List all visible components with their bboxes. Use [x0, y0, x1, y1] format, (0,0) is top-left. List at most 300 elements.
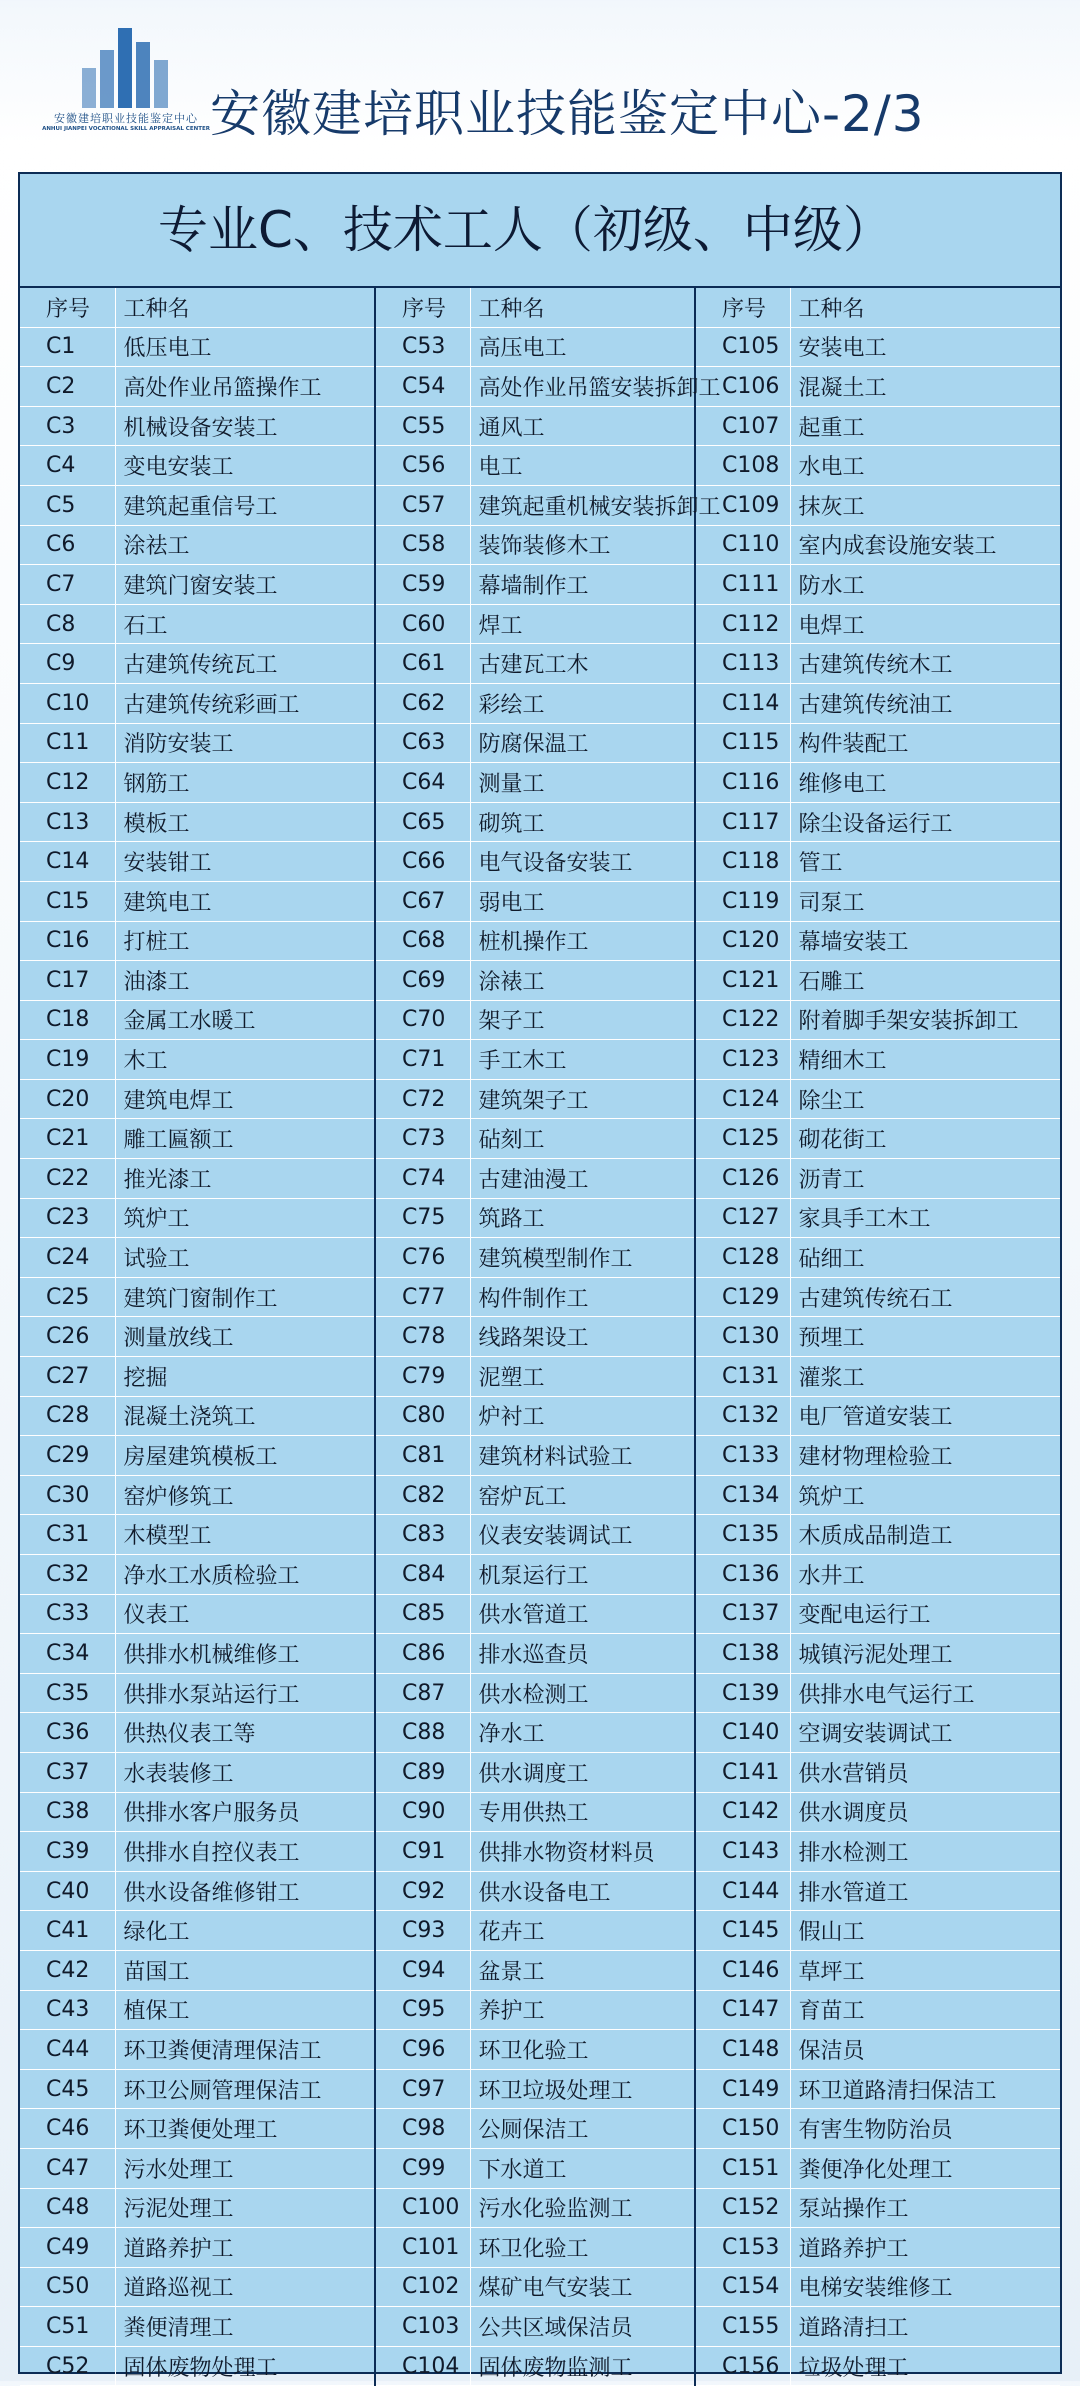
occupation-code: C47: [20, 2148, 115, 2188]
occupation-code: C12: [20, 763, 115, 803]
occupation-name: 安装钳工: [115, 842, 375, 882]
occupation-code: C95: [375, 1990, 470, 2030]
occupation-code: C61: [375, 644, 470, 684]
occupation-code: C135: [695, 1515, 790, 1555]
table-row: [20, 2148, 1060, 2188]
table-row: [20, 961, 1060, 1001]
occupation-name: 供排水机械维修工: [115, 1634, 375, 1674]
occupation-code: C125: [695, 1119, 790, 1159]
occupation-code: C85: [375, 1594, 470, 1634]
occupation-name: 预埋工: [790, 1317, 1060, 1357]
occupation-name: 泥塑工: [470, 1357, 695, 1397]
occupation-code: C126: [695, 1159, 790, 1199]
occupation-name: 净水工水质检验工: [115, 1555, 375, 1595]
occupation-name: 城镇污泥处理工: [790, 1634, 1060, 1674]
occupation-code: C150: [695, 2109, 790, 2149]
occupation-name: 砧细工: [790, 1238, 1060, 1278]
occupation-code: C120: [695, 921, 790, 961]
occupation-name: 防水工: [790, 565, 1060, 605]
occupation-name: 供水设备电工: [470, 1871, 695, 1911]
table-row: [20, 1277, 1060, 1317]
occupation-name: 水井工: [790, 1555, 1060, 1595]
occupation-code: C117: [695, 802, 790, 842]
occupation-code: C18: [20, 1000, 115, 1040]
occupation-code: C13: [20, 802, 115, 842]
table-row: [20, 1357, 1060, 1397]
occupation-name: 草坪工: [790, 1950, 1060, 1990]
occupation-code: C17: [20, 961, 115, 1001]
occupation-code: C124: [695, 1079, 790, 1119]
occupation-code: C137: [695, 1594, 790, 1634]
occupation-code: C154: [695, 2267, 790, 2307]
occupation-name: 装饰装修木工: [470, 525, 695, 565]
occupation-code: C72: [375, 1079, 470, 1119]
occupation-name: 彩绘工: [470, 683, 695, 723]
occupation-name: 安装电工: [790, 327, 1060, 367]
table-row: [20, 565, 1060, 605]
occupation-name: 供排水自控仪表工: [115, 1832, 375, 1872]
occupation-name: 下水道工: [470, 2148, 695, 2188]
table-row: [20, 1792, 1060, 1832]
occupation-name: 变配电运行工: [790, 1594, 1060, 1634]
table-row: [20, 2069, 1060, 2109]
occupation-name: 植保工: [115, 1990, 375, 2030]
occupation-name: 筑路工: [470, 1198, 695, 1238]
occupation-name: 专用供热工: [470, 1792, 695, 1832]
table-row: [20, 2346, 1060, 2386]
panel-subtitle: 专业C、技术工人（初级、中级）: [20, 174, 1060, 288]
occupation-code: C52: [20, 2346, 115, 2386]
occupation-name: 试验工: [115, 1238, 375, 1278]
occupation-code: C77: [375, 1277, 470, 1317]
table-row: [20, 2109, 1060, 2149]
occupation-name: 道路养护工: [115, 2228, 375, 2268]
occupation-code: C128: [695, 1238, 790, 1278]
occupation-name: 木质成品制造工: [790, 1515, 1060, 1555]
occupation-code: C87: [375, 1673, 470, 1713]
occupation-name: 机泵运行工: [470, 1555, 695, 1595]
occupation-name: 钢筋工: [115, 763, 375, 803]
occupation-code: C84: [375, 1555, 470, 1595]
table-row: [20, 1396, 1060, 1436]
occupation-name: 筑炉工: [115, 1198, 375, 1238]
occupation-name: 建筑门窗制作工: [115, 1277, 375, 1317]
occupation-name: 建材物理检验工: [790, 1436, 1060, 1476]
occupation-name: 供水调度员: [790, 1792, 1060, 1832]
occupation-code: C145: [695, 1911, 790, 1951]
occupation-code: C32: [20, 1555, 115, 1595]
occupation-name: 起重工: [790, 406, 1060, 446]
table-row: [20, 1436, 1060, 1476]
occupation-code: C109: [695, 485, 790, 525]
occupation-name: 幕墙制作工: [470, 565, 695, 605]
table-row: [20, 921, 1060, 961]
occupation-code: C115: [695, 723, 790, 763]
table-row: [20, 327, 1060, 367]
occupation-code: C20: [20, 1079, 115, 1119]
table-row: [20, 406, 1060, 446]
occupation-code: C36: [20, 1713, 115, 1753]
occupation-code: C143: [695, 1832, 790, 1872]
occupation-name: 模板工: [115, 802, 375, 842]
occupation-code: C119: [695, 881, 790, 921]
occupation-name: 排水巡查员: [470, 1634, 695, 1674]
occupation-code: C27: [20, 1357, 115, 1397]
occupation-code: C118: [695, 842, 790, 882]
table-row: [20, 1832, 1060, 1872]
occupation-name: 水表装修工: [115, 1752, 375, 1792]
occupation-name: 古建筑传统彩画工: [115, 683, 375, 723]
table-row: [20, 1673, 1060, 1713]
occupation-code: C53: [375, 327, 470, 367]
occupation-name: 窑炉修筑工: [115, 1475, 375, 1515]
occupation-name: 雕工匾额工: [115, 1119, 375, 1159]
occupation-name: 高处作业吊篮操作工: [115, 367, 375, 407]
occupation-code: C63: [375, 723, 470, 763]
occupation-name: 苗国工: [115, 1950, 375, 1990]
occupation-name: 污水化验监测工: [470, 2188, 695, 2228]
occupation-code: C14: [20, 842, 115, 882]
occupation-code: C155: [695, 2307, 790, 2347]
logo-name-en: ANHUI JIANPEI VOCATIONAL SKILL APPRAISAL CENTER: [42, 126, 210, 132]
occupation-code: C24: [20, 1238, 115, 1278]
occupation-name: 盆景工: [470, 1950, 695, 1990]
occupation-code: C106: [695, 367, 790, 407]
table-row: [20, 1911, 1060, 1951]
occupation-name: 维修电工: [790, 763, 1060, 803]
table-row: [20, 1555, 1060, 1595]
occupation-name: 建筑门窗安装工: [115, 565, 375, 605]
occupation-code: C149: [695, 2069, 790, 2109]
table-row: [20, 2267, 1060, 2307]
table-row: [20, 1159, 1060, 1199]
occupation-code: C21: [20, 1119, 115, 1159]
occupation-name: 混凝土工: [790, 367, 1060, 407]
occupation-name: 通风工: [470, 406, 695, 446]
header-no: 序号: [695, 288, 790, 327]
table-row: [20, 1000, 1060, 1040]
occupation-code: C78: [375, 1317, 470, 1357]
occupation-code: C39: [20, 1832, 115, 1872]
occupation-code: C100: [375, 2188, 470, 2228]
table-row: [20, 2307, 1060, 2347]
occupation-code: C34: [20, 1634, 115, 1674]
occupation-code: C68: [375, 921, 470, 961]
occupation-name: 构件制作工: [470, 1277, 695, 1317]
table-row: [20, 1317, 1060, 1357]
occupation-name: 高压电工: [470, 327, 695, 367]
occupation-code: C111: [695, 565, 790, 605]
occupation-code: C76: [375, 1238, 470, 1278]
occupation-name: 粪便净化处理工: [790, 2148, 1060, 2188]
table-row: [20, 1990, 1060, 2030]
table-row: [20, 1871, 1060, 1911]
occupation-name: 供热仪表工等: [115, 1713, 375, 1753]
occupation-code: C37: [20, 1752, 115, 1792]
occupation-code: C131: [695, 1357, 790, 1397]
occupation-code: C70: [375, 1000, 470, 1040]
table-row: [20, 446, 1060, 486]
occupation-code: C121: [695, 961, 790, 1001]
occupation-name: 架子工: [470, 1000, 695, 1040]
occupation-code: C103: [375, 2307, 470, 2347]
occupation-code: C138: [695, 1634, 790, 1674]
occupation-code: C110: [695, 525, 790, 565]
occupation-name: 石雕工: [790, 961, 1060, 1001]
occupation-name: 房屋建筑模板工: [115, 1436, 375, 1476]
occupation-code: C105: [695, 327, 790, 367]
occupation-name: 建筑材料试验工: [470, 1436, 695, 1476]
table-row: [20, 1198, 1060, 1238]
occupation-name: 环卫粪便清理保洁工: [115, 2030, 375, 2070]
occupation-code: C142: [695, 1792, 790, 1832]
occupation-code: C74: [375, 1159, 470, 1199]
occupation-code: C1: [20, 327, 115, 367]
occupation-name: 除尘工: [790, 1079, 1060, 1119]
table-row: [20, 2228, 1060, 2268]
header-name: 工种名: [470, 288, 695, 327]
occupation-code: C144: [695, 1871, 790, 1911]
occupation-name: 手工木工: [470, 1040, 695, 1080]
occupation-name: 供排水物资材料员: [470, 1832, 695, 1872]
table-row: [20, 525, 1060, 565]
occupation-code: C99: [375, 2148, 470, 2188]
occupation-code: C57: [375, 485, 470, 525]
occupation-panel: [18, 172, 1062, 2381]
occupation-name: 线路架设工: [470, 1317, 695, 1357]
occupation-name: 古建筑传统瓦工: [115, 644, 375, 684]
occupation-name: 环卫公厕管理保洁工: [115, 2069, 375, 2109]
occupation-code: C2: [20, 367, 115, 407]
occupation-name: 煤矿电气安装工: [470, 2267, 695, 2307]
occupation-code: C108: [695, 446, 790, 486]
occupation-code: C55: [375, 406, 470, 446]
occupation-name: 环卫道路清扫保洁工: [790, 2069, 1060, 2109]
occupation-code: C91: [375, 1832, 470, 1872]
table-row: [20, 1238, 1060, 1278]
occupation-code: C6: [20, 525, 115, 565]
occupation-code: C73: [375, 1119, 470, 1159]
occupation-code: C26: [20, 1317, 115, 1357]
occupation-code: C8: [20, 604, 115, 644]
occupation-name: 低压电工: [115, 327, 375, 367]
header-no: 序号: [375, 288, 470, 327]
occupation-name: 建筑架子工: [470, 1079, 695, 1119]
occupation-name: 桩机操作工: [470, 921, 695, 961]
occupation-name: 除尘设备运行工: [790, 802, 1060, 842]
occupation-code: C43: [20, 1990, 115, 2030]
occupation-name: 幕墙安装工: [790, 921, 1060, 961]
occupation-name: 打桩工: [115, 921, 375, 961]
occupation-code: C22: [20, 1159, 115, 1199]
table-header-row: [20, 288, 1060, 327]
occupation-code: C10: [20, 683, 115, 723]
occupation-name: 测量工: [470, 763, 695, 803]
occupation-code: C19: [20, 1040, 115, 1080]
occupation-name: 古建筑传统石工: [790, 1277, 1060, 1317]
occupation-name: 净水工: [470, 1713, 695, 1753]
occupation-name: 电梯安装维修工: [790, 2267, 1060, 2307]
occupation-name: 抹灰工: [790, 485, 1060, 525]
occupation-name: 粪便清理工: [115, 2307, 375, 2347]
table-row: [20, 1594, 1060, 1634]
occupation-code: C133: [695, 1436, 790, 1476]
occupation-name: 电焊工: [790, 604, 1060, 644]
table-row: [20, 842, 1060, 882]
occupation-name: 砧刻工: [470, 1119, 695, 1159]
occupation-code: C83: [375, 1515, 470, 1555]
occupation-code: C5: [20, 485, 115, 525]
occupation-name: 建筑电工: [115, 881, 375, 921]
occupation-name: 供水管道工: [470, 1594, 695, 1634]
occupation-code: C40: [20, 1871, 115, 1911]
occupation-code: C42: [20, 1950, 115, 1990]
occupation-name: 环卫垃圾处理工: [470, 2069, 695, 2109]
occupation-name: 公厕保洁工: [470, 2109, 695, 2149]
occupation-name: 建筑起重信号工: [115, 485, 375, 525]
occupation-code: C153: [695, 2228, 790, 2268]
occupation-code: C129: [695, 1277, 790, 1317]
occupation-code: C98: [375, 2109, 470, 2149]
occupation-name: 焊工: [470, 604, 695, 644]
occupation-name: 电厂管道安装工: [790, 1396, 1060, 1436]
occupation-name: 道路巡视工: [115, 2267, 375, 2307]
occupation-code: C64: [375, 763, 470, 803]
occupation-code: C41: [20, 1911, 115, 1951]
occupation-name: 供水调度工: [470, 1752, 695, 1792]
occupation-code: C62: [375, 683, 470, 723]
table-row: [20, 367, 1060, 407]
occupation-code: C94: [375, 1950, 470, 1990]
logo-name-cn: 安徽建培职业技能鉴定中心: [54, 112, 198, 125]
table-row: [20, 881, 1060, 921]
occupation-name: 道路养护工: [790, 2228, 1060, 2268]
occupation-name: 建筑模型制作工: [470, 1238, 695, 1278]
occupation-name: 筑炉工: [790, 1475, 1060, 1515]
header: [0, 0, 1080, 168]
occupation-code: C67: [375, 881, 470, 921]
occupation-code: C4: [20, 446, 115, 486]
occupation-name: 弱电工: [470, 881, 695, 921]
table-row: [20, 1634, 1060, 1674]
occupation-code: C89: [375, 1752, 470, 1792]
occupation-code: C113: [695, 644, 790, 684]
occupation-name: 古建瓦工木: [470, 644, 695, 684]
occupation-code: C151: [695, 2148, 790, 2188]
table-row: [20, 485, 1060, 525]
occupation-name: 室内成套设施安装工: [790, 525, 1060, 565]
occupation-code: C141: [695, 1752, 790, 1792]
occupation-name: 环卫化验工: [470, 2030, 695, 2070]
table-row: [20, 1040, 1060, 1080]
occupation-code: C136: [695, 1555, 790, 1595]
table-row: [20, 723, 1060, 763]
occupation-name: 电气设备安装工: [470, 842, 695, 882]
occupation-name: 变电安装工: [115, 446, 375, 486]
occupation-code: C54: [375, 367, 470, 407]
occupation-name: 固体废物监测工: [470, 2346, 695, 2386]
occupation-name: 仪表安装调试工: [470, 1515, 695, 1555]
occupation-name: 砌花街工: [790, 1119, 1060, 1159]
occupation-name: 高处作业吊篮安装拆卸工: [470, 367, 695, 407]
occupation-code: C28: [20, 1396, 115, 1436]
occupation-name: 推光漆工: [115, 1159, 375, 1199]
occupation-name: 绿化工: [115, 1911, 375, 1951]
occupation-code: C114: [695, 683, 790, 723]
occupation-name: 供排水泵站运行工: [115, 1673, 375, 1713]
occupation-name: 精细木工: [790, 1040, 1060, 1080]
occupation-name: 测量放线工: [115, 1317, 375, 1357]
occupation-name: 供水营销员: [790, 1752, 1060, 1792]
occupation-name: 水电工: [790, 446, 1060, 486]
occupation-code: C79: [375, 1357, 470, 1397]
table-row: [20, 2030, 1060, 2070]
occupation-name: 防腐保温工: [470, 723, 695, 763]
occupation-code: C56: [375, 446, 470, 486]
occupation-code: C104: [375, 2346, 470, 2386]
table-row: [20, 604, 1060, 644]
occupation-code: C23: [20, 1198, 115, 1238]
occupation-name: 排水检测工: [790, 1832, 1060, 1872]
occupation-name: 窑炉瓦工: [470, 1475, 695, 1515]
occupation-code: C15: [20, 881, 115, 921]
occupation-name: 家具手工木工: [790, 1198, 1060, 1238]
occupation-name: 机械设备安装工: [115, 406, 375, 446]
occupation-code: C130: [695, 1317, 790, 1357]
occupation-code: C9: [20, 644, 115, 684]
occupation-code: C102: [375, 2267, 470, 2307]
occupation-code: C93: [375, 1911, 470, 1951]
occupation-name: 古建筑传统木工: [790, 644, 1060, 684]
occupation-code: C86: [375, 1634, 470, 1674]
table-row: [20, 1079, 1060, 1119]
occupation-code: C112: [695, 604, 790, 644]
occupation-name: 电工: [470, 446, 695, 486]
occupation-code: C140: [695, 1713, 790, 1753]
occupation-code: C88: [375, 1713, 470, 1753]
occupation-code: C101: [375, 2228, 470, 2268]
occupation-name: 油漆工: [115, 961, 375, 1001]
occupation-code: C152: [695, 2188, 790, 2228]
occupation-code: C122: [695, 1000, 790, 1040]
occupation-code: C44: [20, 2030, 115, 2070]
occupation-name: 消防安装工: [115, 723, 375, 763]
occupation-code: C25: [20, 1277, 115, 1317]
center-logo: [26, 28, 226, 138]
table-row: [20, 683, 1060, 723]
occupation-name: 花卉工: [470, 1911, 695, 1951]
occupation-code: C45: [20, 2069, 115, 2109]
occupation-code: C146: [695, 1950, 790, 1990]
occupation-code: C90: [375, 1792, 470, 1832]
table-row: [20, 763, 1060, 803]
occupation-code: C3: [20, 406, 115, 446]
occupation-name: 涂祛工: [115, 525, 375, 565]
header-no: 序号: [20, 288, 115, 327]
occupation-code: C50: [20, 2267, 115, 2307]
occupation-name: 公共区域保洁员: [470, 2307, 695, 2347]
occupation-code: C59: [375, 565, 470, 605]
header-name: 工种名: [790, 288, 1060, 327]
occupation-code: C97: [375, 2069, 470, 2109]
occupation-table: [20, 288, 1060, 2386]
building-logo-icon: [78, 28, 188, 108]
occupation-code: C156: [695, 2346, 790, 2386]
occupation-name: 污泥处理工: [115, 2188, 375, 2228]
table-row: [20, 1515, 1060, 1555]
occupation-name: 道路清扫工: [790, 2307, 1060, 2347]
occupation-code: C148: [695, 2030, 790, 2070]
